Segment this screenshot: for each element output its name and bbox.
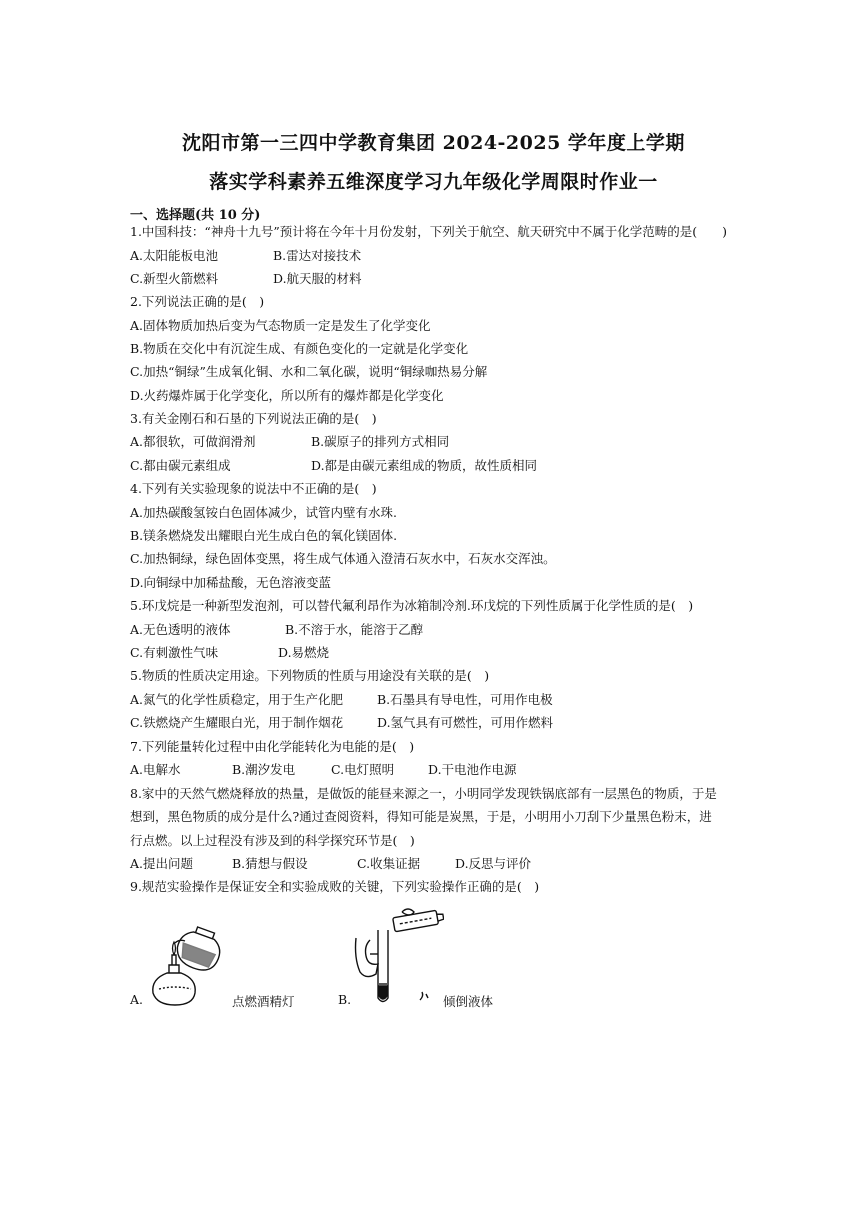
q9-stem: 9.规范实验操作是保证安全和实验成败的关键，下列实验操作正确的是( ) [130,879,540,894]
q5-option-c: C.有刺激性气味 [130,645,219,660]
q8-stem-line3: 行点燃。以上过程没有涉及到的科学探究环节是( ) [130,833,415,848]
q2-option-d: D.火药爆炸属于化学变化，所以所有的爆炸都是化学变化 [130,388,444,403]
q2-option-c: C.加热“铜绿”生成氧化铜、水和二氧化碳，说明“铜绿咖热易分解 [130,364,488,379]
q6-stem: 5.物质的性质决定用途。下列物质的性质与用途没有关联的是( ) [130,668,490,683]
q1-stem: 1.中国科技：“神舟十九号”预计将在今年十月份发射，下列关于航空、航天研究中不属于化学范畴的是( ) [130,224,727,239]
q3-option-a: A.都很软，可做润滑剂 [130,434,256,449]
q6-option-b: B.石墨具有导电性，可用作电极 [377,692,553,707]
q2-option-b: B.物质在交化中有沉淀生成、有颜色变化的一定就是化学变化 [130,341,469,356]
page-title-line1: 沈阳市第一三四中学教育集团 2024-2025 学年度上学期 [182,132,685,154]
q5-option-d: D.易燃烧 [278,645,330,660]
q7-option-b: B.潮汐发电 [232,762,296,777]
q7-option-d: D.干电池作电源 [428,762,517,777]
q1-option-a: A.太阳能板电池 [130,248,219,263]
q5-option-a: A.无色透明的液体 [130,622,231,637]
q7-option-a: A.电解水 [130,762,181,777]
q4-option-c: C.加热铜绿，绿色固体变黑，将生成气体通入澄清石灰水中，石灰水交浑浊。 [130,551,556,566]
q6-option-d: D.氢气具有可燃性，可用作燃料 [377,715,554,730]
option-b-caption: 倾倒液体 [443,994,494,1009]
q7-stem: 7.下列能量转化过程中由化学能转化为电能的是( ) [130,739,415,754]
q3-option-c: C.都由碳元素组成 [130,458,231,473]
q4-option-a: A.加热碳酸氢铵白色固体减少，试管内壁有水珠. [130,505,397,520]
q4-option-b: B.镁条燃烧发出耀眼白光生成白色的氧化镁固体. [130,528,398,543]
q8-option-a: A.提出问题 [130,856,194,871]
q3-option-d: D.都是由碳元素组成的物质，故性质相同 [311,458,538,473]
q3-stem: 3.有关金刚石和石垦的下列说法正确的是( ) [130,411,377,426]
page-title-line2: 落实学科素养五维深度学习九年级化学周限时作业一 [209,171,658,193]
q2-option-a: A.固体物质加热后变为气态物质一定是发生了化学变化 [130,318,431,333]
q2-stem: 2.下列说法正确的是( ) [130,294,265,309]
q4-stem: 4.下列有关实验现象的说法中不正确的是( ) [130,481,377,496]
q8-option-d: D.反思与评价 [455,856,532,871]
q8-option-c: C.收集证据 [357,856,421,871]
q4-option-d: D.向铜绿中加稀盐酸，无色溶液变蓝 [130,575,332,590]
q5-stem: 5.环戊烷是一种新型发泡剂，可以替代氟利昂作为冰箱制冷剂.环戊烷的下列性质属于化学性质的是( ) [130,598,694,613]
q1-option-d: D.航天服的材料 [273,271,362,286]
option-a-letter: A. [130,992,144,1007]
q8-stem-line1: 8.家中的天然气燃烧释放的热量，是做饭的能昼来源之一，小明同学发现铁锅底部有一层黑色的物质，于是 [130,786,717,801]
q7-option-c: C.电灯照明 [331,762,395,777]
q1-option-b: B.雷达对接技术 [273,248,362,263]
option-b-letter: B. [338,992,352,1007]
pouring-liquid-illustration [352,908,444,1008]
q6-option-a: A.氮气的化学性质稳定，用于生产化肥 [130,692,344,707]
section-heading: 一、选择题(共 10 分) [130,208,261,223]
option-a-caption: 点燃酒精灯 [232,994,295,1009]
q6-option-c: C.铁燃烧产生耀眼白光，用于制作烟花 [130,715,344,730]
q5-option-b: B.不溶于水，能溶于乙醇 [285,622,424,637]
alcohol-lamp-lighting-illustration [145,915,240,1007]
q8-stem-line2: 想到，黑色物质的成分是什么?通过查阅资料，得知可能是炭黑，于是，小明用小刀刮下少量黑色粉末，进 [130,809,712,824]
q8-option-b: B.猜想与假设 [232,856,308,871]
q1-option-c: C.新型火箭燃料 [130,271,219,286]
q3-option-b: B.碳原子的排列方式相同 [311,434,450,449]
